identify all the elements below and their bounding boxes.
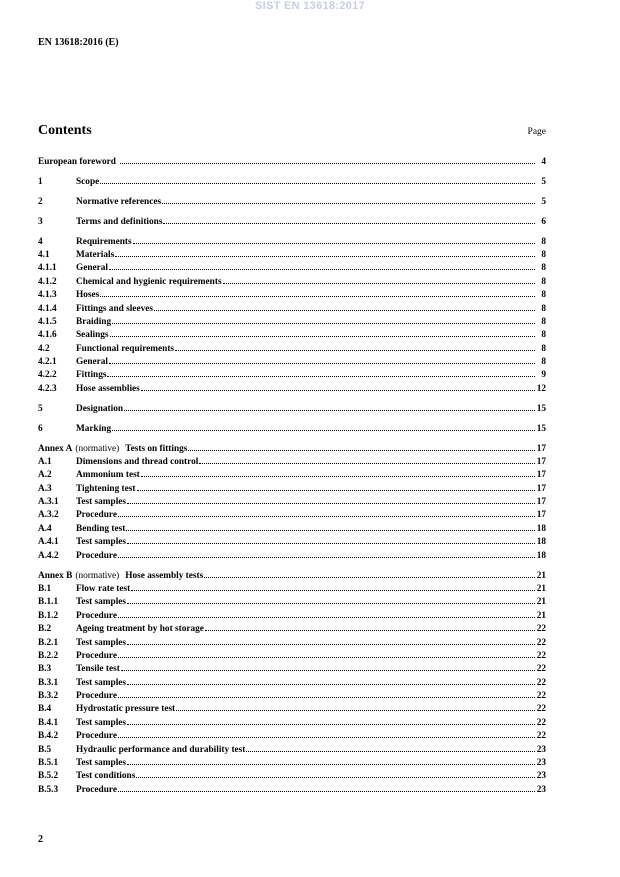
toc-entry-page: 17 (536, 443, 546, 454)
toc-dot-leader (136, 777, 535, 778)
toc-entry-title: Test samples (76, 677, 127, 688)
toc-entry[interactable] (38, 496, 546, 509)
toc-entry-page: 8 (541, 357, 546, 368)
toc-dot-leader (188, 450, 535, 451)
toc-entry-title: Hose assemblies (76, 383, 140, 394)
toc-entry-number: 4.1.4 (38, 303, 57, 314)
toc-entry-title: Fittings and sleeves (76, 303, 153, 314)
toc-entry-page: 8 (541, 276, 546, 287)
toc-entry-title: Functional requirements (76, 343, 175, 354)
toc-dot-leader (205, 630, 535, 631)
toc-entry-number: B.2.2 (38, 650, 59, 661)
toc-entry[interactable] (38, 744, 546, 757)
toc-entry-number: 6 (38, 423, 43, 434)
toc-entry[interactable] (38, 770, 546, 783)
toc-entry-number: 3 (38, 216, 43, 227)
toc-entry-title: Test conditions (76, 771, 136, 782)
toc-entry-title: Flow rate test (76, 583, 131, 594)
toc-entry-page: 8 (541, 249, 546, 260)
toc-dot-leader (118, 516, 535, 517)
toc-entry[interactable] (38, 216, 546, 229)
toc-entry-title: Procedure (76, 784, 117, 795)
toc-entry-title: Procedure (76, 731, 117, 742)
toc-entry-page: 18 (536, 537, 546, 548)
toc-entry[interactable] (38, 536, 546, 549)
toc-entry-number: 4.2 (38, 343, 50, 354)
toc-entry-title: Requirements (76, 236, 132, 247)
toc-entry-page: 8 (541, 263, 546, 274)
toc-dot-leader (127, 684, 535, 685)
toc-entry-number: 4 (38, 236, 43, 247)
toc-entry[interactable] (38, 703, 546, 716)
toc-dot-leader (199, 463, 535, 464)
toc-dot-leader (175, 350, 535, 351)
toc-entry[interactable] (38, 523, 546, 536)
toc-entry-number: B.3.1 (38, 677, 59, 688)
toc-dot-leader (163, 223, 535, 224)
toc-entry-number: Annex A (38, 443, 73, 454)
toc-entry-title: Hydraulic performance and durability test (76, 744, 246, 755)
toc-entry[interactable] (38, 469, 546, 482)
toc-entry[interactable] (38, 303, 546, 316)
toc-dot-leader (118, 737, 535, 738)
toc-entry-number: Annex B (38, 570, 73, 581)
toc-entry[interactable] (38, 717, 546, 730)
page-column-label: Page (527, 127, 546, 137)
toc-entry-number: A.1 (38, 456, 52, 467)
toc-entry-number: B.5.2 (38, 771, 59, 782)
toc-entry-page: 8 (541, 316, 546, 327)
toc-dot-leader (121, 670, 535, 671)
toc-entry[interactable] (38, 356, 546, 369)
table-of-contents (38, 156, 546, 797)
toc-annex-type: (normative) (75, 443, 120, 454)
toc-entry[interactable] (38, 757, 546, 770)
toc-entry[interactable] (38, 509, 546, 522)
toc-entry-number: 4.2.2 (38, 370, 57, 381)
toc-entry-page: 9 (541, 370, 546, 381)
toc-entry-page: 17 (536, 456, 546, 467)
toc-entry-number: European foreword (38, 157, 116, 167)
toc-dot-leader (137, 490, 536, 491)
toc-entry-page: 22 (536, 691, 546, 702)
toc-dot-leader (127, 724, 535, 725)
toc-dot-leader (118, 791, 535, 792)
toc-entry-title: Test samples (76, 758, 127, 769)
toc-entry[interactable] (38, 196, 546, 209)
toc-entry-page: 8 (541, 330, 546, 341)
toc-entry-number: 4.1.3 (38, 290, 57, 301)
toc-entry-page: 22 (536, 650, 546, 661)
toc-entry-page: 17 (536, 470, 546, 481)
toc-entry-page: 22 (536, 704, 546, 715)
toc-entry-number: A.4.1 (38, 537, 59, 548)
toc-entry-page: 21 (536, 583, 546, 594)
toc-entry-page: 21 (536, 610, 546, 621)
toc-entry[interactable] (38, 550, 546, 563)
toc-entry[interactable] (38, 650, 546, 663)
toc-entry-page: 21 (536, 597, 546, 608)
toc-entry-number: B.1.1 (38, 597, 59, 608)
toc-dot-leader (204, 577, 535, 578)
toc-entry-title: Tightening test (76, 483, 136, 494)
toc-entry[interactable] (38, 690, 546, 703)
toc-entry-title: Hose assembly tests (125, 570, 204, 581)
toc-entry-number: A.3.2 (38, 510, 59, 521)
toc-entry-number: B.3.2 (38, 691, 59, 702)
toc-entry-page: 22 (536, 677, 546, 688)
toc-entry[interactable] (38, 610, 546, 623)
toc-entry-title: Ageing treatment by hot storage (76, 624, 204, 635)
toc-entry-number: 4.1.6 (38, 330, 57, 341)
toc-entry-title: General (76, 263, 109, 274)
toc-entry-title: Bending test (76, 523, 126, 534)
toc-entry-title: Procedure (76, 510, 117, 521)
toc-entry-page: 23 (536, 771, 546, 782)
toc-entry[interactable] (38, 637, 546, 650)
toc-entry-page: 8 (541, 290, 546, 301)
toc-entry-title: Tensile test (76, 664, 120, 675)
toc-dot-leader (126, 530, 535, 531)
toc-dot-leader (141, 476, 535, 477)
toc-entry-number: B.3 (38, 664, 52, 675)
toc-entry[interactable] (38, 623, 546, 636)
toc-entry[interactable] (38, 276, 546, 289)
toc-entry[interactable] (38, 583, 546, 596)
toc-entry-title: Test samples (76, 717, 127, 728)
toc-entry-title: Procedure (76, 610, 117, 621)
toc-entry-number: A.3 (38, 483, 52, 494)
toc-entry-page: 8 (541, 236, 546, 247)
toc-entry-title: Ammonium test (76, 470, 140, 481)
toc-dot-leader (127, 644, 535, 645)
toc-entry-number: 5 (38, 403, 43, 414)
toc-entry-page: 6 (541, 216, 546, 227)
toc-entry-title: Hydrostatic pressure test (76, 704, 176, 715)
toc-dot-leader (118, 557, 535, 558)
toc-entry-number: B.5.1 (38, 758, 59, 769)
toc-entry-title: Hoses (76, 290, 100, 301)
toc-entry-title: Fittings (76, 370, 107, 381)
toc-dot-leader (127, 503, 535, 504)
toc-dot-leader (246, 751, 535, 752)
toc-dot-leader (127, 543, 535, 544)
toc-entry-number: B.5.3 (38, 784, 59, 795)
toc-entry[interactable] (38, 443, 546, 456)
toc-entry-page: 17 (536, 483, 546, 494)
toc-entry-page: 15 (536, 403, 546, 414)
toc-entry-number: B.4.2 (38, 731, 59, 742)
toc-dot-leader (100, 296, 535, 297)
toc-entry-page: 17 (536, 497, 546, 508)
toc-entry[interactable] (38, 249, 546, 262)
toc-dot-leader (124, 410, 535, 411)
toc-entry[interactable] (38, 369, 546, 382)
toc-entry-number: B.1 (38, 583, 52, 594)
toc-entry-title: Test samples (76, 537, 127, 548)
toc-entry-number: 4.1.2 (38, 276, 57, 287)
toc-entry[interactable] (38, 343, 546, 356)
toc-dot-leader (118, 697, 535, 698)
toc-entry-title: General (76, 357, 109, 368)
toc-dot-leader (109, 269, 535, 270)
toc-entry-page: 4 (541, 157, 546, 167)
toc-entry[interactable] (38, 383, 546, 396)
toc-entry[interactable] (38, 289, 546, 302)
toc-entry-page: 22 (536, 664, 546, 675)
toc-dot-leader (162, 203, 535, 204)
toc-entry-page: 8 (541, 303, 546, 314)
toc-entry-number: A.2 (38, 470, 52, 481)
toc-entry-page: 12 (536, 383, 546, 394)
toc-entry[interactable] (38, 570, 546, 583)
toc-entry-title: Marking (76, 423, 112, 434)
toc-entry[interactable] (38, 316, 546, 329)
toc-dot-leader (100, 183, 535, 184)
toc-entry-number: 4.1 (38, 249, 50, 260)
toc-entry-number: B.4 (38, 704, 52, 715)
toc-dot-leader (115, 256, 535, 257)
toc-entry-number: A.3.1 (38, 497, 59, 508)
toc-entry-title: Procedure (76, 550, 117, 561)
toc-entry-page: 8 (541, 343, 546, 354)
toc-dot-leader (112, 323, 535, 324)
toc-entry-number: B.2.1 (38, 637, 59, 648)
toc-entry-title: Test samples (76, 597, 127, 608)
toc-entry-title: Tests on fittings (125, 443, 188, 454)
toc-dot-leader (120, 163, 535, 164)
toc-dot-leader (154, 310, 535, 311)
toc-entry[interactable] (38, 329, 546, 342)
toc-entry-title: Normative references (76, 196, 162, 207)
toc-entry-title: Test samples (76, 637, 127, 648)
toc-entry[interactable] (38, 663, 546, 676)
toc-entry-title: Chemical and hygienic requirements (76, 276, 222, 287)
toc-entry-page: 22 (536, 637, 546, 648)
toc-entry-page: 22 (536, 731, 546, 742)
toc-entry[interactable] (38, 784, 546, 797)
toc-entry[interactable] (38, 176, 546, 189)
toc-entry-number: 4.1.5 (38, 316, 57, 327)
toc-dot-leader (133, 243, 535, 244)
toc-dot-leader (223, 283, 535, 284)
toc-entry-page: 23 (536, 744, 546, 755)
toc-entry-page: 18 (536, 550, 546, 561)
toc-dot-leader (118, 657, 535, 658)
toc-entry-title: Braiding (76, 316, 112, 327)
toc-dot-leader (118, 617, 535, 618)
toc-entry-page: 23 (536, 784, 546, 795)
toc-entry-title: Sealings (76, 330, 109, 341)
toc-entry[interactable] (38, 262, 546, 275)
toc-dot-leader (107, 376, 535, 377)
toc-entry-page: 22 (536, 624, 546, 635)
toc-entry-number: B.1.2 (38, 610, 59, 621)
toc-entry-title: Terms and definitions (76, 216, 163, 227)
toc-dot-leader (127, 764, 535, 765)
toc-entry-number: 4.2.3 (38, 383, 57, 394)
toc-entry-title: Materials (76, 249, 115, 260)
toc-entry-number: A.4 (38, 523, 52, 534)
toc-entry-number: B.5 (38, 744, 52, 755)
toc-entry-title: Test samples (76, 497, 127, 508)
toc-entry[interactable] (38, 423, 546, 436)
toc-dot-leader (112, 430, 535, 431)
toc-entry-number: B.4.1 (38, 717, 59, 728)
toc-dot-leader (109, 363, 535, 364)
toc-dot-leader (127, 603, 535, 604)
toc-annex-type: (normative) (75, 570, 120, 581)
toc-entry-page: 5 (541, 176, 546, 187)
toc-entry-title: Scope (76, 176, 100, 187)
toc-entry-page: 22 (536, 717, 546, 728)
toc-entry-title: Procedure (76, 691, 117, 702)
toc-entry-title: Designation (76, 403, 124, 414)
toc-entry[interactable] (38, 156, 546, 169)
toc-dot-leader (141, 390, 535, 391)
watermark: SIST EN 13618:2017 (255, 0, 365, 12)
toc-entry-number: 2 (38, 196, 43, 207)
toc-dot-leader (131, 590, 535, 591)
toc-entry-page: 18 (536, 523, 546, 534)
toc-entry[interactable] (38, 403, 546, 416)
toc-entry-page: 5 (541, 196, 546, 207)
toc-entry-page: 17 (536, 510, 546, 521)
toc-entry[interactable] (38, 596, 546, 609)
document-id-header: EN 13618:2016 (E) (38, 37, 119, 48)
contents-heading: Contents (38, 123, 92, 138)
toc-entry[interactable] (38, 236, 546, 249)
toc-entry-page: 21 (536, 570, 546, 581)
page-number: 2 (38, 834, 43, 845)
toc-entry-page: 23 (536, 758, 546, 769)
toc-entry-number: 4.2.1 (38, 357, 57, 368)
toc-entry-number: B.2 (38, 624, 52, 635)
toc-entry[interactable] (38, 456, 546, 469)
toc-entry-title: Dimensions and thread control (76, 456, 199, 467)
toc-entry-number: A.4.2 (38, 550, 59, 561)
toc-entry[interactable] (38, 483, 546, 496)
toc-entry[interactable] (38, 730, 546, 743)
toc-dot-leader (110, 336, 535, 337)
toc-entry-title: Procedure (76, 650, 117, 661)
toc-entry-page: 15 (536, 423, 546, 434)
toc-entry[interactable] (38, 677, 546, 690)
toc-dot-leader (176, 710, 535, 711)
toc-entry-number: 4.1.1 (38, 263, 57, 274)
toc-entry-number: 1 (38, 176, 43, 187)
